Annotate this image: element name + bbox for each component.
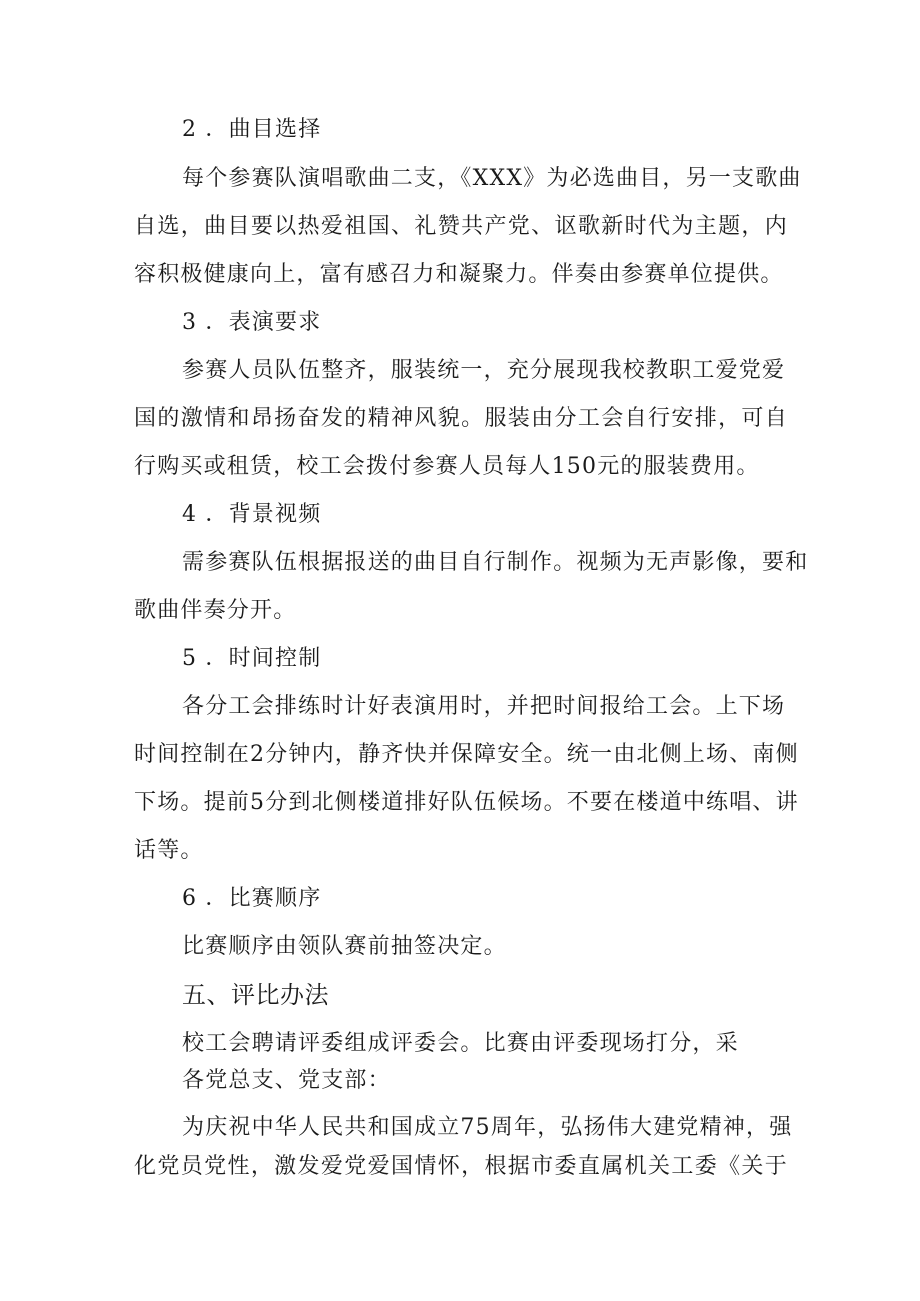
section-heading-song-selection: 2 ．曲目选择 [182,117,322,142]
paragraph-line: 化党员党性，激发爱党爱国情怀，根据市委直属机关工委《关于 [134,1154,788,1179]
section-heading-performance-requirements: 3 ．表演要求 [182,310,322,335]
paragraph-line: 容积极健康向上，富有感召力和凝聚力。伴奏由参赛单位提供。 [134,262,784,287]
paragraph-line: 参赛人员队伍整齐，服装统一，充分展现我校教职工爱党爱 [182,358,786,383]
paragraph-line: 各分工会排练时计好表演用时，并把时间报给工会。上下场 [182,694,786,719]
paragraph-line: 比赛顺序由领队赛前抽签决定。 [182,934,507,959]
paragraph-line: 行购买或租赁，校工会拨付参赛人员每人150元的服装费用。 [134,454,760,479]
paragraph-line: 国的激情和昂扬奋发的精神风貌。服装由分工会自行安排，可自 [134,406,788,431]
paragraph-line: 校工会聘请评委组成评委会。比赛由评委现场打分，采 [182,1031,739,1056]
salutation-line: 各党总支、党支部： [182,1068,391,1093]
paragraph-line: 时间控制在2分钟内，静齐快并保障安全。统一由北侧上场、南侧 [134,742,799,767]
paragraph-line: 歌曲伴奏分开。 [134,598,297,623]
section-heading-time-control: 5 ．时间控制 [182,646,322,671]
paragraph-line: 自选，曲目要以热爱祖国、礼赞共产党、讴歌新时代为主题，内 [134,214,788,239]
section-heading-competition-order: 6 ．比赛顺序 [182,886,322,911]
paragraph-line: 为庆祝中华人民共和国成立75周年，弘扬伟大建党精神，强 [182,1115,793,1140]
section-heading-background-video: 4 ．背景视频 [182,502,322,527]
paragraph-line: 下场。提前5分到北侧楼道排好队伍候场。不要在楼道中练唱、讲 [134,790,799,815]
paragraph-line: 话等。 [134,838,204,863]
paragraph-line: 需参赛队伍根据报送的曲目自行制作。视频为无声影像，要和 [182,550,809,575]
paragraph-line: 每个参赛队演唱歌曲二支，《XXX》为必选曲目，另一支歌曲 [182,166,802,191]
section-heading-evaluation-method: 五、评比办法 [182,981,329,1009]
